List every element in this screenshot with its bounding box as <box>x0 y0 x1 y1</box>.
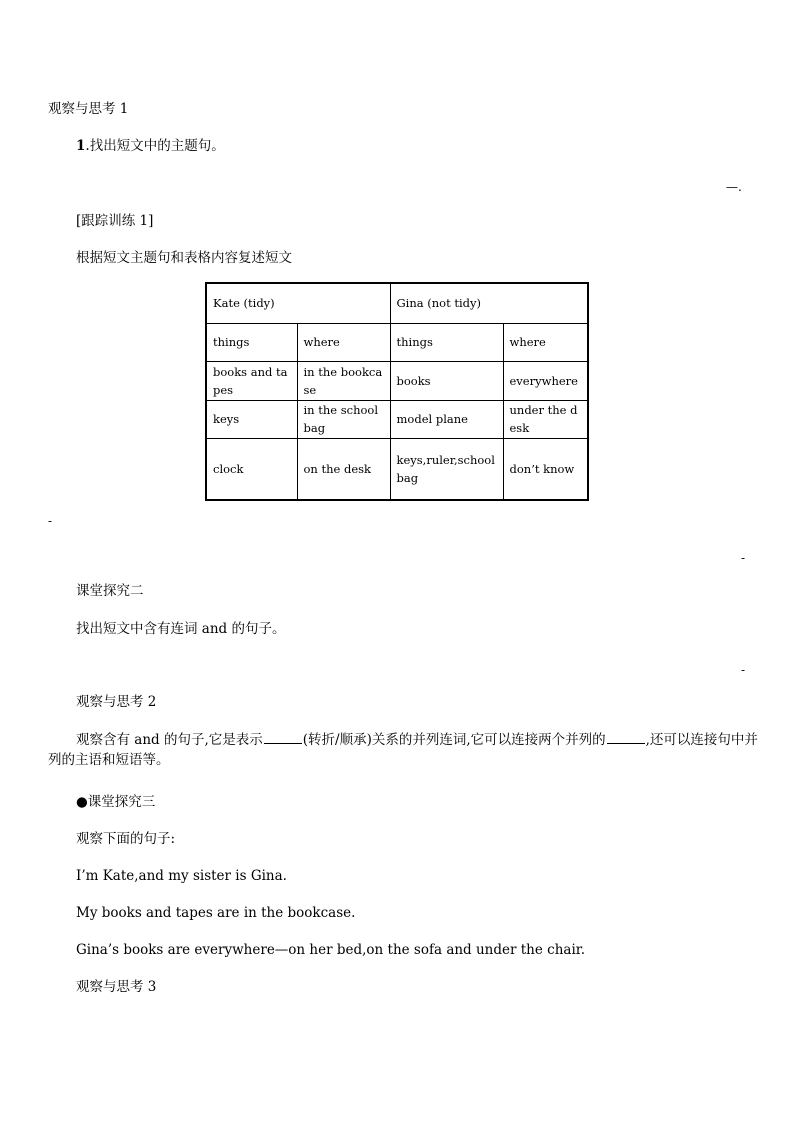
table-row <box>206 361 588 400</box>
answer-line-marker: —. <box>726 180 742 194</box>
and-explanation-paragraph <box>48 730 770 770</box>
table-cell: keys <box>206 400 297 438</box>
table-row <box>206 438 588 500</box>
table-header-gina: Gina (not tidy) <box>390 283 588 323</box>
table-cell: everywhere <box>503 361 588 400</box>
paragraph-part: (转折/顺承)关系的并列连词,它可以连接两个并列的 <box>302 732 606 748</box>
table-cell: books <box>390 361 503 400</box>
example-sentence: I’m Kate,and my sister is Gina. <box>76 868 287 884</box>
question-number: 1 <box>76 138 86 154</box>
fill-blank[interactable] <box>607 731 645 744</box>
table-header-row <box>206 283 588 323</box>
example-sentence: My books and tapes are in the bookcase. <box>76 905 356 921</box>
explore-heading-2: 课堂探究二 <box>76 583 144 599</box>
paragraph-part: 观察含有 and 的句子,它是表示 <box>76 732 263 748</box>
table-cell: keys,ruler,schoolbag <box>390 438 503 500</box>
question-1 <box>76 137 225 155</box>
explore-heading-3: ●课堂探究三 <box>76 794 156 810</box>
table-header-kate: Kate (tidy) <box>206 283 390 323</box>
retell-table <box>205 282 589 501</box>
question-1-text: .找出短文中的主题句。 <box>85 138 225 154</box>
answer-line-marker: - <box>741 551 746 565</box>
observe-sentences-instruction: 观察下面的句子: <box>76 831 176 847</box>
fill-blank[interactable] <box>264 731 302 744</box>
table-cell: clock <box>206 438 297 500</box>
answer-line-marker: - <box>741 663 746 677</box>
observe-heading-3: 观察与思考 3 <box>76 979 157 995</box>
table-cell: in the bookcase <box>297 361 390 400</box>
observe-heading-1: 观察与思考 1 <box>48 101 129 117</box>
table-cell: on the desk <box>297 438 390 500</box>
table-row <box>206 323 588 361</box>
table-cell: where <box>503 323 588 361</box>
paragraph-part: ,还可以连接句中并列的主语和短语等。 <box>48 732 758 768</box>
table-cell: books and tapes <box>206 361 297 400</box>
table-cell: don’t know <box>503 438 588 500</box>
table-cell: under the desk <box>503 400 588 438</box>
table-cell: in the schoolbag <box>297 400 390 438</box>
table-cell: model plane <box>390 400 503 438</box>
find-and-instruction: 找出短文中含有连词 and 的句子。 <box>76 621 286 637</box>
retell-instruction: 根据短文主题句和表格内容复述短文 <box>76 250 292 266</box>
observe-heading-2: 观察与思考 2 <box>76 694 157 710</box>
example-sentence: Gina’s books are everywhere—on her bed,on the sofa and under the chair. <box>76 942 586 958</box>
table-cell: things <box>390 323 503 361</box>
table-cell: where <box>297 323 390 361</box>
table-cell: things <box>206 323 297 361</box>
answer-line-marker: - <box>48 514 53 528</box>
table-row <box>206 400 588 438</box>
follow-up-heading-1: [跟踪训练 1] <box>76 213 154 229</box>
